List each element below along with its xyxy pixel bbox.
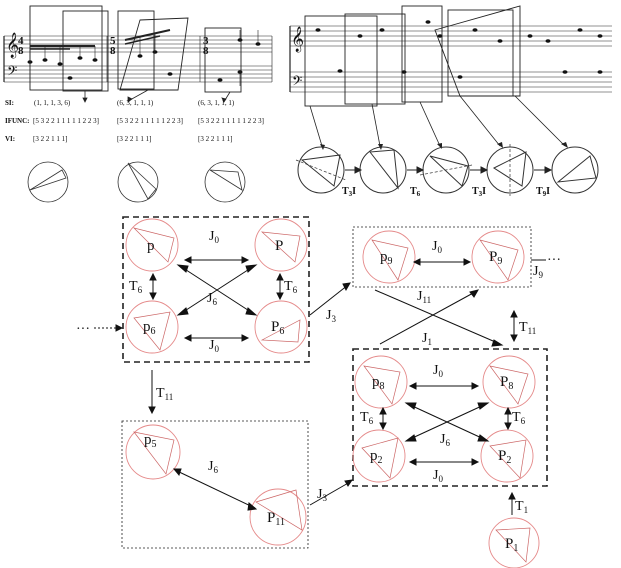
right-treble-clef-icon: 𝄞 bbox=[291, 26, 305, 51]
op-J3-upper: $J_3$ bbox=[326, 308, 336, 324]
node-label-P9: $P_9$ bbox=[489, 249, 503, 267]
node-label-P: P bbox=[275, 238, 284, 254]
tr-op-2: $T_6$ bbox=[410, 186, 421, 198]
tr-op-4: $T_9I$ bbox=[536, 186, 551, 198]
op-T11-right: $T_{11}$ bbox=[519, 320, 537, 336]
op-J6-p5: $J_6$ bbox=[208, 459, 218, 475]
node-label-p2: $p_2$ bbox=[370, 448, 383, 466]
ifunc-label: IFUNC: bbox=[5, 117, 30, 125]
op-T1: $T_1$ bbox=[515, 499, 529, 515]
vi-value-3: [3 2 2 1 1 1] bbox=[198, 135, 233, 143]
op-T6-left: $T_6$ bbox=[129, 279, 143, 295]
node-label-p6: $p_6$ bbox=[143, 319, 156, 337]
treble-clef-icon: 𝄞 bbox=[6, 32, 20, 57]
op-J0-top: $J_0$ bbox=[209, 229, 219, 245]
op-T6-p8-left: $T_6$ bbox=[360, 410, 374, 426]
vi-value-2: [3 2 2 1 1 1] bbox=[117, 135, 152, 143]
node-label-P6: $P_6$ bbox=[271, 319, 285, 337]
timesig-1-bottom: 8 bbox=[18, 45, 24, 57]
timesig-3-top: 3 bbox=[203, 35, 209, 47]
node-label-p5: $p_5$ bbox=[144, 432, 157, 450]
ifunc-value-3: [5 3 2 2 1 1 1 1 1 2 2 3] bbox=[198, 117, 264, 125]
ellipsis-right: ··· bbox=[547, 253, 561, 268]
op-J6-main: $J_6$ bbox=[207, 291, 217, 307]
node-label-P8: $P_8$ bbox=[500, 374, 514, 392]
node-label-P11: $P_{11}$ bbox=[267, 510, 285, 528]
timesig-1-top: 4 bbox=[18, 35, 24, 47]
si-label: SI: bbox=[5, 99, 14, 107]
si-value-3: (6, 3, 1, 1, 1) bbox=[198, 99, 235, 107]
op-T11-down: $T_{11}$ bbox=[156, 386, 174, 402]
op-T6-p8-right: $T_6$ bbox=[512, 410, 526, 426]
op-J0-p9: $J_0$ bbox=[432, 239, 442, 255]
tr-op-3: $T_3I$ bbox=[472, 186, 487, 198]
node-label-p: p bbox=[147, 238, 155, 254]
node-label-p8: $p_8$ bbox=[372, 374, 385, 392]
op-J3-lower: $J_3$ bbox=[317, 487, 327, 503]
op-J11: $J_{11}$ bbox=[417, 289, 432, 305]
vi-label: VI: bbox=[5, 135, 16, 143]
op-J0-p8: $J_0$ bbox=[433, 363, 443, 379]
si-value-1: (1, 1, 1, 3, 6) bbox=[34, 99, 71, 107]
op-J0-bottom: $J_0$ bbox=[209, 338, 219, 354]
op-J9: $J_9$ bbox=[533, 264, 543, 280]
vi-value-1: [3 2 2 1 1 1] bbox=[33, 135, 68, 143]
si-value-2: (6, 3, 1, 1, 1) bbox=[117, 99, 154, 107]
node-label-P1: $P_1$ bbox=[505, 536, 519, 554]
tr-op-1: $T_3I$ bbox=[342, 186, 357, 198]
bass-clef-icon: 𝄢 bbox=[7, 65, 18, 82]
ellipsis-left: ··· bbox=[76, 322, 90, 337]
op-T6-right: $T_6$ bbox=[284, 279, 298, 295]
node-label-p9: $p_9$ bbox=[380, 249, 393, 267]
timesig-2-top: 5 bbox=[110, 35, 116, 47]
op-J6-p8: $J_6$ bbox=[440, 432, 450, 448]
ifunc-value-2: [5 3 2 2 1 1 1 1 1 2 2 3] bbox=[117, 117, 183, 125]
timesig-3-bottom: 8 bbox=[203, 45, 209, 57]
right-bass-clef-icon: 𝄢 bbox=[292, 75, 303, 92]
node-label-P2: $P_2$ bbox=[498, 448, 512, 466]
op-J0-p2: $J_0$ bbox=[433, 468, 443, 484]
op-J1: $J_1$ bbox=[422, 331, 432, 347]
timesig-2-bottom: 8 bbox=[110, 45, 116, 57]
ifunc-value-1: [5 3 2 2 1 1 1 1 1 2 2 3] bbox=[33, 117, 99, 125]
